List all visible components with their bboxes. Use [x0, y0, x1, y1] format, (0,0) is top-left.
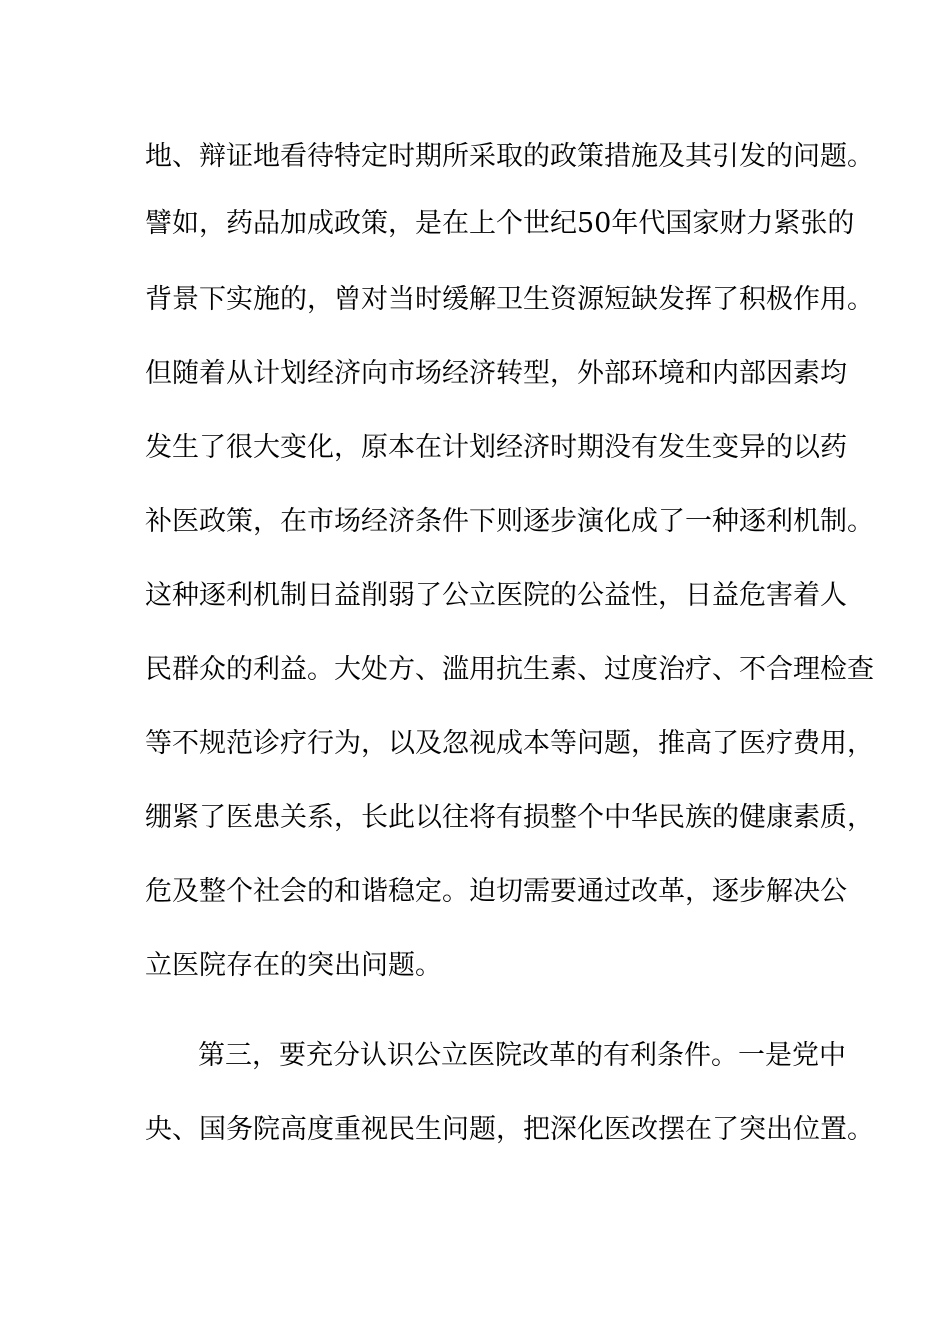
- paragraph-2-line-2: 央、国务院高度重视民生问题，把深化医改摆在了突出位置。: [145, 1114, 874, 1145]
- paragraph-1-line-11: 危及整个社会的和谐稳定。迫切需要通过改革，逐步解决公: [145, 876, 847, 907]
- paragraph-1-line-10: 绷紧了医患关系，长此以往将有损整个中华民族的健康素质，: [145, 802, 874, 833]
- paragraph-1-line-2: 譬如，药品加成政策，是在上个世纪50年代国家财力紧张的: [145, 208, 855, 239]
- paragraph-1-line-3: 背景下实施的，曾对当时缓解卫生资源短缺发挥了积极作用。: [145, 284, 874, 315]
- paragraph-1-line-6: 补医政策，在市场经济条件下则逐步演化成了一种逐利机制。: [145, 506, 874, 537]
- paragraph-1-line-1: 地、辩证地看待特定时期所采取的政策措施及其引发的问题。: [145, 141, 874, 172]
- paragraph-1-line-9: 等不规范诊疗行为，以及忽视成本等问题，推高了医疗费用，: [145, 728, 874, 759]
- paragraph-1-line-4: 但随着从计划经济向市场经济转型，外部环境和内部因素均: [145, 358, 847, 389]
- paragraph-1-line-5: 发生了很大变化，原本在计划经济时期没有发生变异的以药: [145, 432, 847, 463]
- paragraph-1-line-8: 民群众的利益。大处方、滥用抗生素、过度治疗、不合理检查: [145, 654, 874, 685]
- paragraph-2-line-1: 第三，要充分认识公立医院改革的有利条件。一是党中: [198, 1040, 846, 1071]
- paragraph-1-line-7: 这种逐利机制日益削弱了公立医院的公益性，日益危害着人: [145, 580, 847, 611]
- paragraph-1-line-12: 立医院存在的突出问题。: [145, 950, 442, 981]
